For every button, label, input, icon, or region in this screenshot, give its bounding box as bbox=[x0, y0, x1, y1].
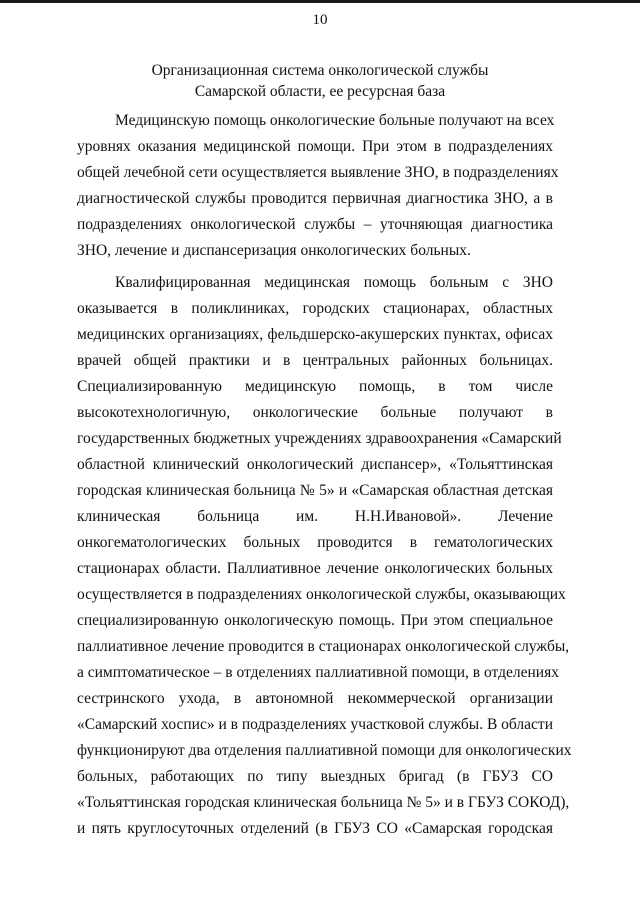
text-line: паллиативное лечение проводится в стационарах онкологической службы, bbox=[77, 638, 570, 655]
text-line: Квалифицированная медицинская помощь больным с ЗНО bbox=[115, 274, 553, 291]
body-text bbox=[77, 108, 572, 842]
text-line: осуществляется в подразделениях онкологической службы, оказывающих bbox=[77, 586, 566, 603]
page-number: 10 bbox=[312, 12, 328, 28]
text-line: общей лечебной сети осуществляется выявление ЗНО, в подразделениях bbox=[77, 164, 559, 181]
text-line: сестринского ухода, в автономной некоммерческой организации bbox=[77, 690, 553, 707]
text-line: «Самарский хоспис» и в подразделениях участковой службы. В области bbox=[77, 716, 553, 733]
text-line: подразделениях онкологической службы – уточняющая диагностика bbox=[77, 216, 553, 233]
scan-top-edge bbox=[0, 0, 640, 3]
heading-line: Самарской области, ее ресурсная база bbox=[194, 83, 446, 100]
text-line: клиническая больница им. Н.Н.Ивановой». Лечение bbox=[77, 508, 553, 525]
text-line: онкогематологических больных проводится в гематологических bbox=[77, 534, 553, 551]
text-line: государственных бюджетных учреждениях здравоохранения «Самарский bbox=[77, 430, 562, 447]
text-line: а симптоматическое – в отделениях паллиативной помощи, в отделениях bbox=[77, 664, 559, 681]
text-line: ЗНО, лечение и диспансеризация онкологических больных. bbox=[77, 242, 471, 259]
text-line: стационарах области. Паллиативное лечение онкологических больных bbox=[77, 560, 553, 577]
text-line: уровнях оказания медицинской помощи. При этом в подразделениях bbox=[77, 138, 553, 155]
text-line: функционируют два отделения паллиативной помощи для онкологических bbox=[77, 742, 572, 759]
paragraph bbox=[77, 270, 572, 842]
paragraph bbox=[77, 108, 559, 264]
text-line: Медицинскую помощь онкологические больные получают на всех bbox=[115, 112, 555, 129]
text-line: специализированную онкологическую помощь. При этом специальное bbox=[77, 612, 553, 629]
text-line: «Тольяттинская городская клиническая больница № 5» и в ГБУЗ СОКОД), bbox=[77, 794, 570, 811]
heading-line: Организационная система онкологической службы bbox=[151, 62, 489, 79]
text-line: оказывается в поликлиниках, городских стационарах, областных bbox=[77, 300, 553, 317]
text-line: городская клиническая больница № 5» и «Самарская областная детская bbox=[77, 482, 553, 499]
text-line: медицинских организациях, фельдшерско-акушерских пунктах, офисах bbox=[77, 326, 553, 343]
text-line: Специализированную медицинскую помощь, в том числе bbox=[77, 378, 553, 395]
text-line: и пять круглосуточных отделений (в ГБУЗ СО «Самарская городская bbox=[77, 820, 553, 837]
text-line: диагностической службы проводится первичная диагностика ЗНО, а в bbox=[77, 190, 553, 207]
text-line: больных, работающих по типу выездных бригад (в ГБУЗ СО bbox=[77, 768, 553, 785]
text-line: высокотехнологичную, онкологические больные получают в bbox=[77, 404, 553, 421]
section-heading bbox=[0, 60, 640, 102]
text-line: областной клинический онкологический диспансер», «Тольяттинская bbox=[77, 456, 553, 473]
text-line: врачей общей практики и в центральных районных больницах. bbox=[77, 352, 553, 369]
